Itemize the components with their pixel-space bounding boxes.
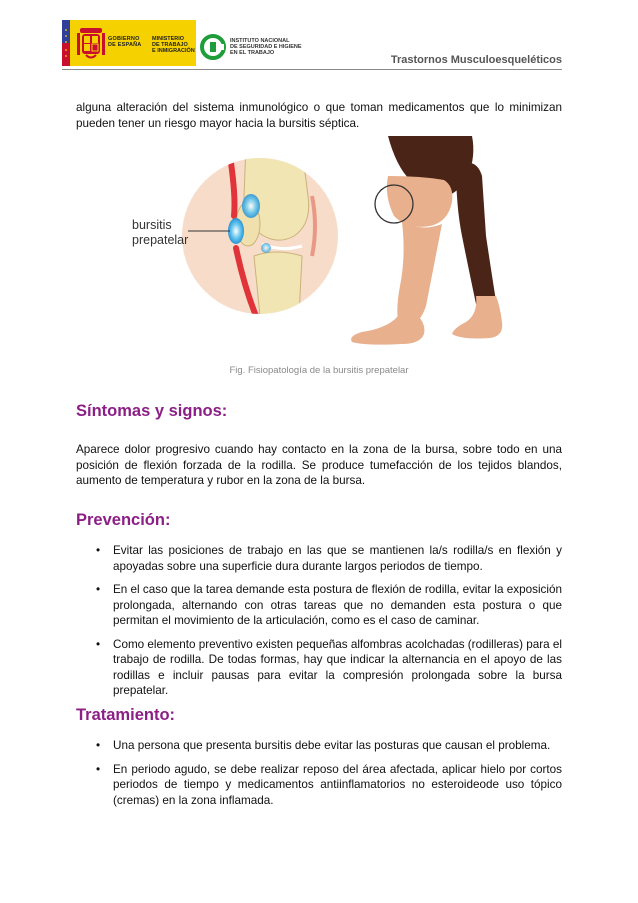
header-divider bbox=[62, 69, 562, 70]
insht-label: INSTITUTO NACIONAL DE SEGURIDAD E HIGIENE EN EL TRABAJO bbox=[230, 38, 302, 57]
eu-stars-icon bbox=[63, 24, 69, 62]
prevencion-list bbox=[96, 543, 562, 699]
bullet-icon: • bbox=[96, 762, 101, 776]
page-header bbox=[62, 20, 562, 70]
knee-figure bbox=[126, 136, 526, 348]
insht-logo-icon bbox=[200, 34, 226, 60]
list-item bbox=[96, 543, 562, 574]
tratamiento-list bbox=[96, 738, 562, 808]
ministerio-label: MINISTERIO DE TRABAJO E INMIGRACIÓN bbox=[152, 36, 195, 54]
section-heading-prevencion: Prevención: bbox=[76, 511, 171, 529]
bullet-icon: • bbox=[96, 544, 101, 557]
document-title: Trastornos Musculoesqueléticos bbox=[390, 54, 562, 66]
list-item-text: En el caso que la tarea demande esta postura de flexión de rodilla, evitar la exposición prolongada, alternando con otras tareas que no demanden esta postura o que permitan el movimiento de la articulación, como es el caso de caminar. bbox=[113, 583, 562, 627]
list-item-text: Una persona que presenta bursitis debe evitar las posturas que causan el problema. bbox=[113, 739, 551, 752]
sintomas-paragraph: Aparece dolor progresivo cuando hay contacto en la zona de la bursa, sobre todo en una posición de flexión forzada de la rodilla. Se produce tumefacción de los tejidos blandos, aumento de temperatura y rubor en la zona de la bursa. bbox=[76, 443, 562, 487]
list-item-text: Como elemento preventivo existen pequeñas alfombras acolchadas (rodilleras) para el trabajo de rodilla. De todas formas, hay que indicar la alternancia en el apoyo de las rodillas e incluir pausas para evitar la compresión prolongada sobre la bursa prepatelar. bbox=[113, 637, 562, 697]
bullet-icon: • bbox=[96, 583, 101, 596]
section-heading-tratamiento: Tratamiento: bbox=[76, 706, 176, 724]
list-item-text: En periodo agudo, se debe realizar reposo del área afectada, aplicar hielo por cortos periodos de tiempo y medicamentos antiinflamatorios no esteroideode uso tópico (cremas) en la zona inflamada. bbox=[113, 762, 562, 807]
list-item-text: Evitar las posiciones de trabajo en las que se mantienen la/s rodilla/s en flexión y apoyadas sobre una superficie dura durante largos periodos de tiempo. bbox=[113, 544, 562, 573]
list-item bbox=[96, 738, 562, 754]
gobierno-label: GOBIERNO DE ESPAÑA bbox=[108, 36, 142, 48]
list-item bbox=[96, 582, 562, 629]
list-item bbox=[96, 637, 562, 699]
bursitis-label: bursitis prepatelar bbox=[132, 218, 189, 247]
coat-of-arms-icon bbox=[76, 25, 106, 61]
section-heading-sintomas: Síntomas y signos: bbox=[76, 402, 228, 420]
intro-paragraph: alguna alteración del sistema inmunológico o que toman medicamentos que lo minimizan pueden tener un riesgo mayor hacia la bursitis séptica. bbox=[76, 101, 562, 130]
bullet-icon: • bbox=[96, 637, 101, 651]
bullet-icon: • bbox=[96, 739, 101, 752]
list-item bbox=[96, 762, 562, 809]
figure-caption: Fig. Fisiopatología de la bursitis prepatelar bbox=[229, 365, 409, 376]
